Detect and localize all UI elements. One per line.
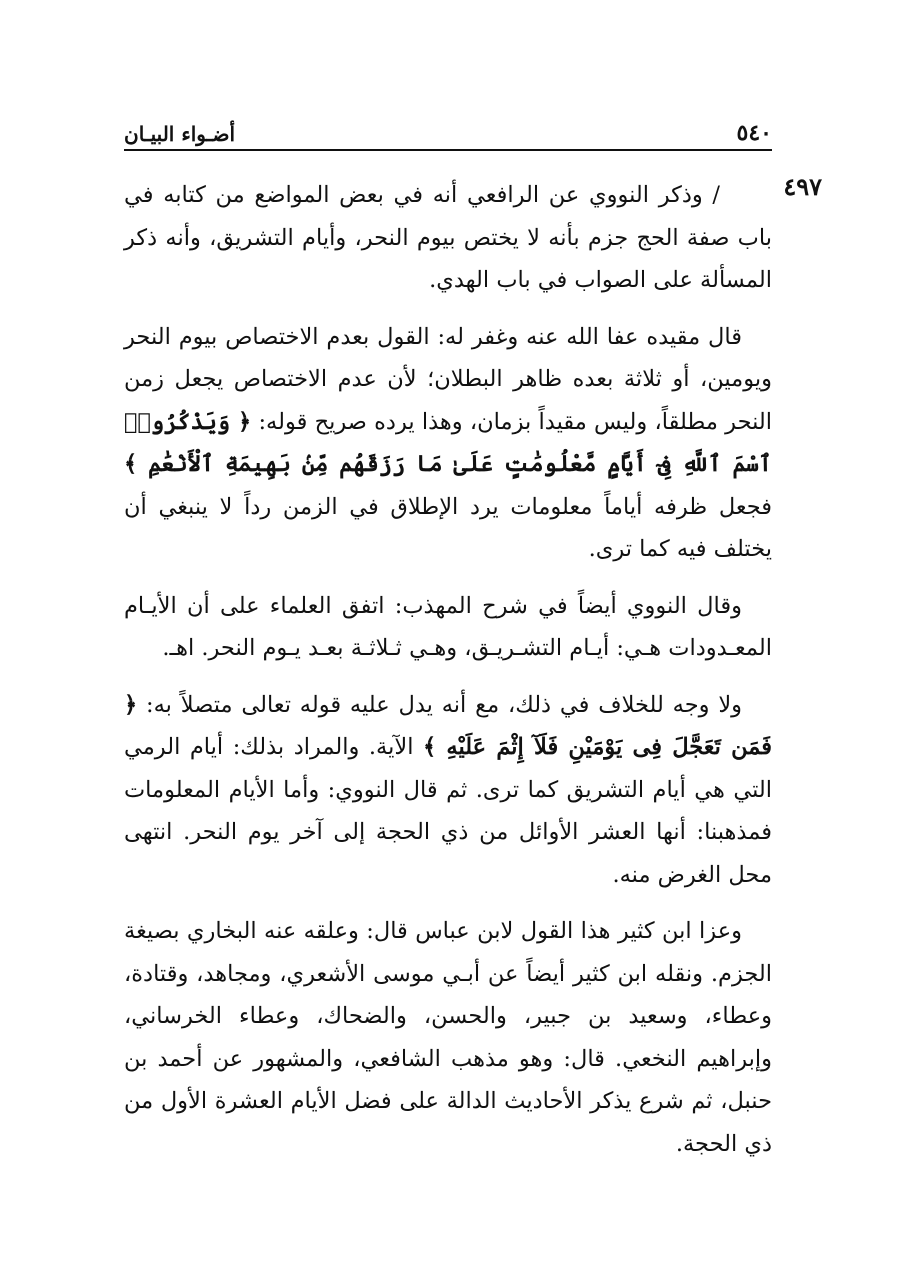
quran-verse-1: ﴿ وَيَذْكُرُوا۟ ٱسْمَ ٱللَّهِ فِىٓ أَيَّامٍ مَّعْلُومَٰتٍ عَلَىٰ مَا رَزَقَهُم مِّنۢ بَهِيمَةِ ٱلْأَنْعَٰمِ ﴾ [124,408,772,477]
paragraph-2 [124,316,772,571]
paragraph-1 [124,174,772,302]
page-body [124,174,772,1179]
paragraph-2-text-b: فجعل ظرفه أياماً معلومات يرد الإطلاق في الزمن رداً لا ينبغي أن يختلف فيه كما ترى. [124,493,772,562]
paragraph-4-text-b: الآية. والمراد بذلك: أيام الرمي التي هي أيام التشريق كما ترى. ثم قال النووي: وأما الأيام المعلومات فمذهبنا: أنها العشر الأوائل من ذي الحجة إلى آخر يوم النحر. انتهى محل الغرض منه. [124,734,772,888]
page-number: ٥٤٠ [736,120,772,146]
page-header [124,112,772,146]
paragraph-4-text-a: ولا وجه للخلاف في ذلك، مع أنه يدل عليه قوله تعالى متصلاً به: [146,691,743,718]
header-rule [124,149,772,151]
paragraph-4 [124,684,772,897]
margin-page-reference: ٤٩٧ [783,172,822,201]
paragraph-1-text: / وذكر النووي عن الرافعي أنه في بعض المواضع من كتابه في باب صفة الحج جزم بأنه لا يختص بيوم النحر، وأيام التشريق، وأنه ذكر المسألة على الصواب في باب الهدي. [124,182,772,293]
quran-verse-2: ﴿ فَمَن تَعَجَّلَ فِى يَوْمَيْنِ فَلَآ إِثْمَ عَلَيْهِ ﴾ [124,691,772,760]
paragraph-2-text-a: قال مقيده عفا الله عنه وغفر له: القول بعدم الاختصاص بيوم النحر ويومين، أو ثلاثة بعده ظاهر البطلان؛ لأن عدم الاختصاص يجعل زمن النحر مطلقاً، وليس مقيداً بزمان، وهذا يرده صريح قوله: [124,323,773,435]
paragraph-3: وقال النووي أيضاً في شرح المهذب: اتفق العلماء على أن الأيـام المعـدودات هـي: أيـام التشـريـق، وهـي ثـلاثـة بعـد يـوم النحر. اهـ. [124,592,772,661]
book-title: أضـواء البيـان [124,122,236,146]
paragraph-5: وعزا ابن كثير هذا القول لابن عباس قال: وعلقه عنه البخاري بصيغة الجزم. ونقله ابن كثير أيضاً عن أبـي موسى الأشعري، ومجاهد، وقتادة، وعطاء، وسعيد بن جبير، والحسن، والضحاك، وعطاء الخرساني، وإبراهيم النخعي. قال: وهو مذهب الشافعي، والمشهور عن أحمد بن حنبل، ثم شرع يذكر الأحاديث الدالة على فضل الأيام العشرة الأول من ذي الحجة. [124,918,772,1157]
